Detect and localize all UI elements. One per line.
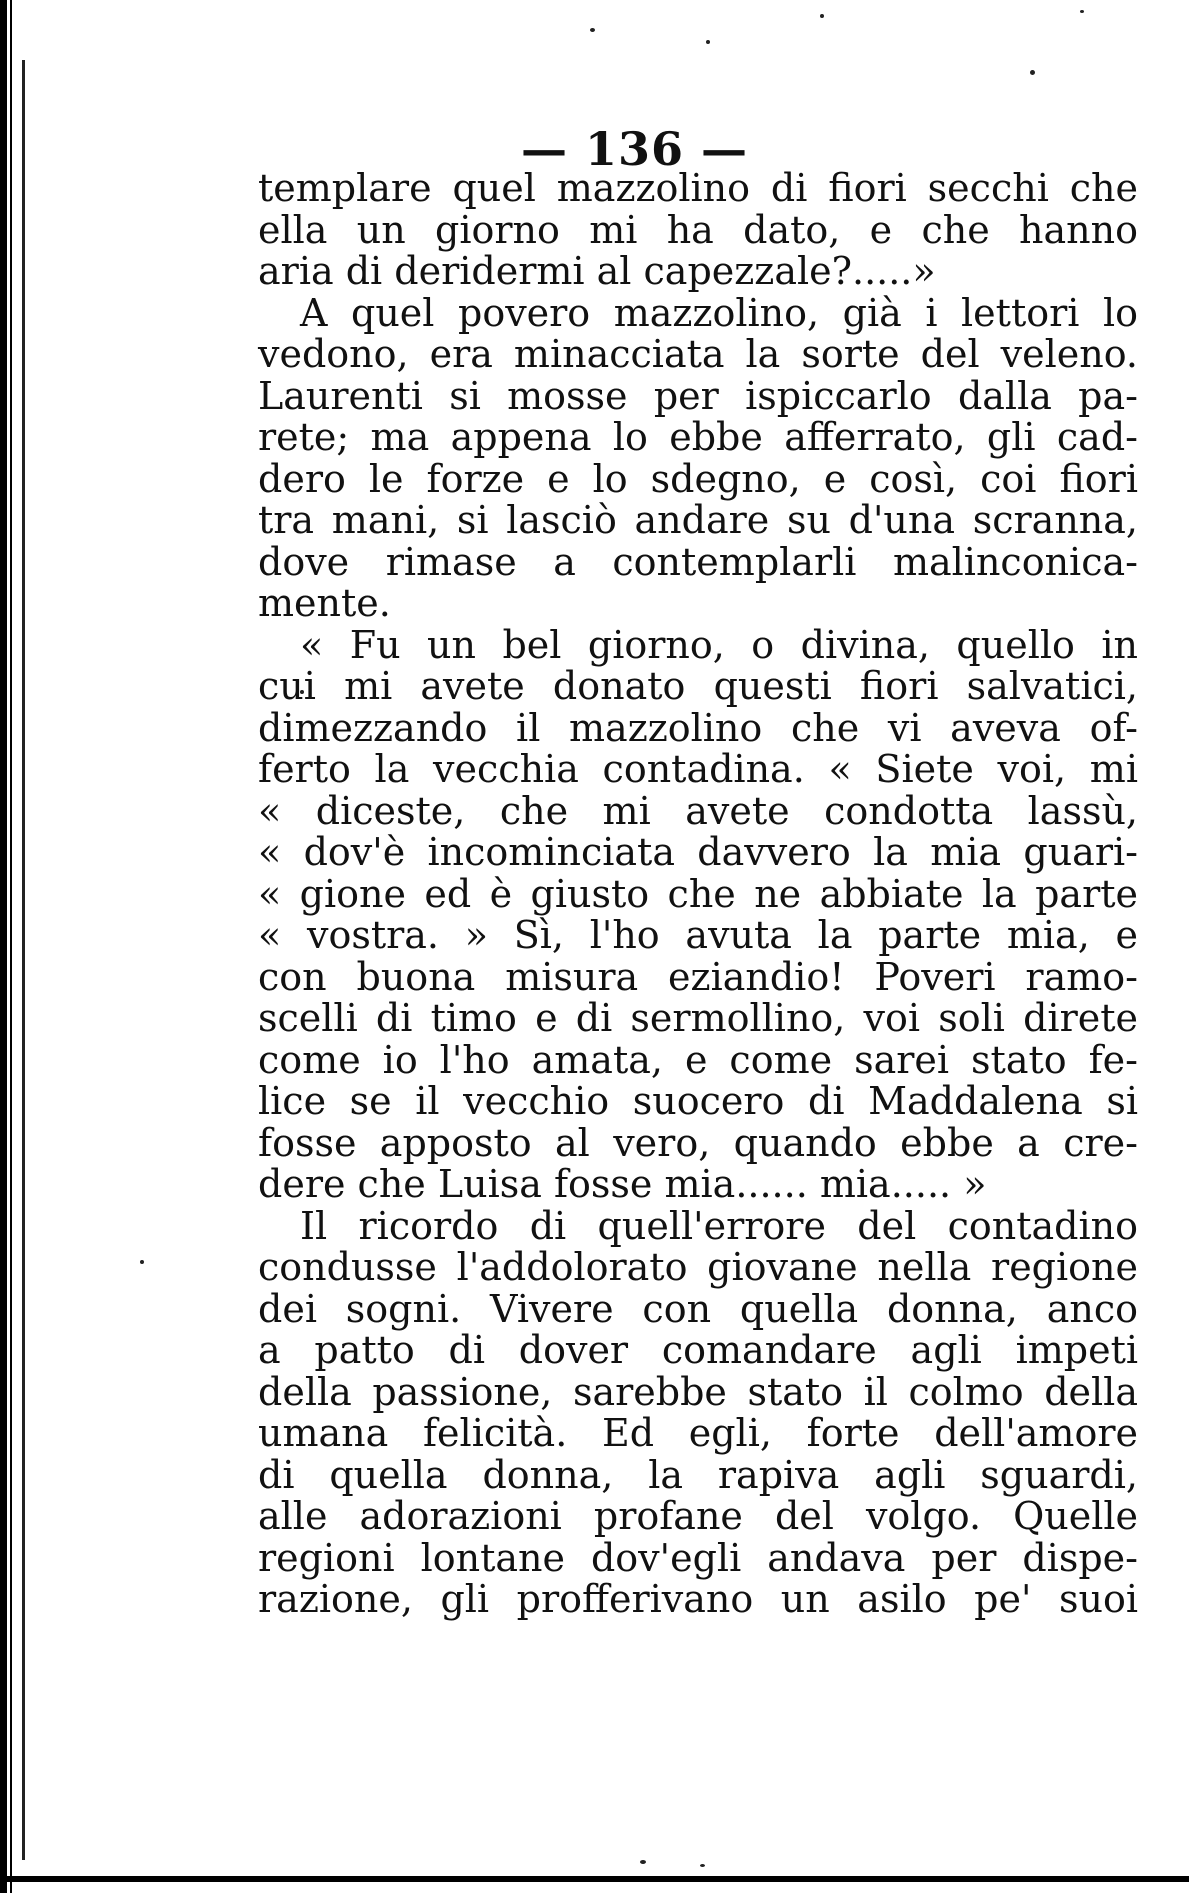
text-line: con buona misura eziandio! Poveri ramo-: [258, 954, 1138, 999]
text-line: come io l'ho amata, e come sarei stato fe-: [258, 1037, 1138, 1082]
text-line: di quella donna, la rapiva agli sguardi,: [258, 1452, 1138, 1497]
text-line: dove rimase a contemplarli malinconica-: [258, 539, 1138, 584]
text-line: razione, gli profferivano un asilo pe' suoi: [258, 1577, 1138, 1621]
text-line: « gione ed è giusto che ne abbiate la parte: [258, 871, 1138, 916]
body-text: [258, 168, 1138, 1621]
text-line: a patto di dover comandare agli impeti: [258, 1328, 1138, 1372]
page-left-border: [0, 0, 14, 1893]
text-line: lice se il vecchio suocero di Maddalena si: [258, 1079, 1138, 1123]
text-line: « diceste, che mi avete condotta lassù,: [258, 788, 1138, 833]
text-line: ella un giorno mi ha dato, e che hanno: [258, 207, 1138, 252]
speck: [820, 14, 824, 18]
speck: [590, 28, 595, 32]
text-line: regioni lontane dov'egli andava per dispe-: [258, 1535, 1138, 1580]
speck: [1080, 10, 1084, 13]
text-line: alle adorazioni profane del volgo. Quelle: [258, 1494, 1138, 1538]
speck: [706, 40, 710, 44]
text-line: dimezzando il mazzolino che vi aveva of-: [258, 705, 1138, 750]
text-line: « vostra. » Sì, l'ho avuta la parte mia, e: [258, 913, 1138, 957]
page-number: — 136 —: [520, 122, 749, 176]
text-line: Il ricordo di quell'errore del contadino: [300, 1203, 1138, 1248]
text-line: fosse apposto al vero, quando ebbe a cre-: [258, 1120, 1138, 1165]
text-line: scelli di timo e di sermollino, voi soli direte: [258, 996, 1138, 1040]
text-line: vedono, era minacciata la sorte del veleno.: [258, 332, 1138, 376]
text-line: condusse l'addolorato giovane nella regione: [258, 1245, 1138, 1289]
text-line: dere che Luisa fosse mia...... mia..... »: [258, 1162, 987, 1206]
page-left-shadow-line: [22, 60, 25, 1860]
text-line: Laurenti si mosse per ispiccarlo dalla pa-: [258, 373, 1138, 418]
text-line: « Fu un bel giorno, o divina, quello in: [300, 622, 1138, 667]
text-line: ferto la vecchia contadina. « Siete voi, mi: [258, 747, 1138, 791]
text-line: cui mi avete donato questi fiori salvatici,: [258, 664, 1138, 708]
text-line: rete; ma appena lo ebbe afferrato, gli cad-: [258, 415, 1138, 459]
text-line: dei sogni. Vivere con quella donna, anco: [258, 1286, 1138, 1331]
speck: [700, 1864, 705, 1867]
speck: [640, 1860, 646, 1864]
text-line: della passione, sarebbe stato il colmo della: [258, 1369, 1138, 1414]
text-line: tra mani, si lasciò andare su d'una scranna,: [258, 498, 1138, 542]
text-line: dero le forze e lo sdegno, e così, coi fiori: [258, 456, 1138, 501]
text-line: aria di deridermi al capezzale?.....»: [258, 249, 936, 293]
text-line: « dov'è incominciata davvero la mia guari-: [258, 830, 1138, 874]
text-line: templare quel mazzolino di fiori secchi che: [258, 166, 1138, 210]
page-bottom-border: [0, 1876, 1189, 1882]
text-line: umana felicità. Ed egli, forte dell'amore: [258, 1411, 1138, 1455]
speck: [1030, 70, 1035, 75]
speck: [140, 1260, 144, 1264]
text-line: mente.: [258, 581, 391, 625]
text-line: A quel povero mazzolino, già i lettori lo: [300, 290, 1138, 335]
